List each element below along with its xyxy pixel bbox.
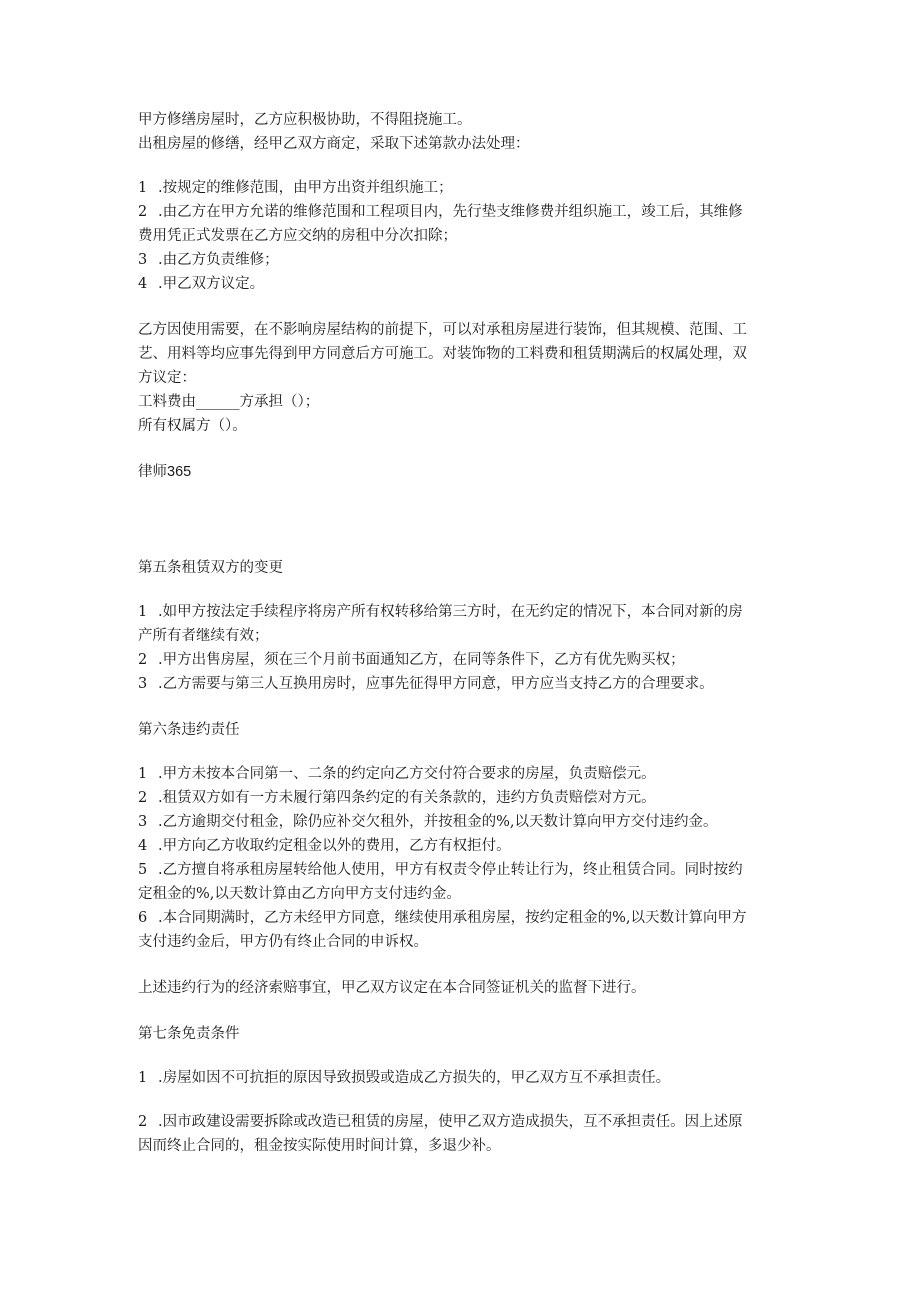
item-number: 3 [138, 252, 148, 268]
item-text: .甲方出售房屋，须在三个月前书面通知乙方，在同等条件下，乙方有优先购买权； [158, 652, 685, 668]
article-6-item-5-continued: 定租金的%,以天数计算由乙方向甲方支付违约金。 [138, 886, 461, 902]
article-7-title: 第七条免责条件 [138, 1026, 240, 1042]
article-7-item-1 [138, 1066, 788, 1090]
article-6-item-5 [138, 858, 788, 882]
article-6-item-1 [138, 762, 788, 786]
article-7-item-2 [138, 1110, 788, 1134]
item-number: 3 [138, 814, 148, 830]
item-text: .本合同期满时，乙方未经甲方同意，继续使用承租房屋，按约定租金的%,以天数计算向甲方 [158, 910, 747, 926]
item-text: .乙方需要与第三人互换用房时，应事先征得甲方同意，甲方应当支持乙方的合理要求。 [158, 676, 714, 692]
item-number: 2 [138, 652, 148, 668]
article-5-item-2 [138, 648, 788, 672]
item-text: .乙方擅自将承租房屋转给他人使用，甲方有权责令停止转让行为，终止租赁合同。同时按约 [158, 862, 743, 878]
item-number: 1 [138, 180, 148, 196]
item-number: 2 [138, 790, 148, 806]
item-text: .如甲方按法定手续程序将房产所有权转移给第三方时，在无约定的情况下，本合同对新的房 [158, 604, 743, 620]
decoration-ownership-line: 所有权属方（）。 [138, 418, 247, 434]
item-text: .由乙方负责维修； [158, 252, 279, 268]
decoration-cost-line: 工料费由______方承担（）； [138, 394, 320, 410]
item-text: .因市政建设需要拆除或改造已租赁的房屋，使甲乙双方造成损失，互不承担责任。因上述原 [158, 1114, 743, 1130]
item-text: .租赁双方如有一方未履行第四条约定的有关条款的，违约方负责赔偿对方元。 [158, 790, 656, 806]
item-text: .甲乙双方议定。 [158, 276, 265, 292]
item-text: .甲方未按本合同第一、二条的约定向乙方交付符合要求的房屋，负责赔偿元。 [158, 766, 656, 782]
article-5-item-1-continued: 产所有者继续有效； [138, 628, 269, 644]
repair-item-2-continued: 费用凭正式发票在乙方应交纳的房租中分次扣除； [138, 228, 457, 244]
item-text: .甲方向乙方收取约定租金以外的费用，乙方有权拒付。 [158, 838, 511, 854]
document-page [138, 108, 788, 1158]
item-text: .按规定的维修范围，由甲方出资并组织施工； [158, 180, 453, 196]
item-text: .由乙方在甲方允诺的维修范围和工程项目内，先行垫支维修费并组织施工，竣工后，其维修 [158, 204, 743, 220]
repair-item-4 [138, 272, 788, 296]
article-6-item-6 [138, 906, 788, 930]
decoration-line-3: 方议定： [138, 370, 196, 386]
item-number: 1 [138, 766, 148, 782]
article-6-title: 第六条违约责任 [138, 722, 240, 738]
item-text: .房屋如因不可抗拒的原因导致损毁或造成乙方损失的，甲乙双方互不承担责任。 [158, 1070, 671, 1086]
repair-item-2 [138, 200, 788, 224]
item-text: .乙方逾期交付租金，除仍应补交欠租外，并按租金的%,以天数计算向甲方交付违约金。 [158, 814, 718, 830]
item-number: 1 [138, 1070, 148, 1086]
repair-item-3 [138, 248, 788, 272]
article-6-item-3 [138, 810, 788, 834]
article-6-item-4 [138, 834, 788, 858]
decoration-line-1: 乙方因使用需要，在不影响房屋结构的前提下，可以对承租房屋进行装饰，但其规模、范围、工 [138, 322, 747, 338]
source-label: 律师365 [138, 464, 192, 480]
decoration-line-2: 艺、用料等均应事先得到甲方同意后方可施工。对装饰物的工料费和租赁期满后的权属处理，双 [138, 346, 747, 362]
item-number: 5 [138, 862, 148, 878]
article-5-title: 第五条租赁双方的变更 [138, 560, 283, 576]
article-5-item-3 [138, 672, 788, 696]
item-number: 6 [138, 910, 148, 926]
repair-paragraph-1: 甲方修缮房屋时，乙方应积极协助，不得阻挠施工。 [138, 112, 472, 128]
item-number: 4 [138, 276, 148, 292]
repair-item-1 [138, 176, 788, 200]
article-6-item-6-continued: 支付违约金后，甲方仍有终止合同的申诉权。 [138, 934, 428, 950]
article-6-item-2 [138, 786, 788, 810]
article-7-item-2-continued: 因而终止合同的，租金按实际使用时间计算，多退少补。 [138, 1138, 501, 1154]
item-number: 3 [138, 676, 148, 692]
article-6-summary: 上述违约行为的经济索赔事宜，甲乙双方议定在本合同签证机关的监督下进行。 [138, 980, 646, 996]
item-number: 4 [138, 838, 148, 854]
item-number: 2 [138, 204, 148, 220]
article-5-item-1 [138, 600, 788, 624]
repair-paragraph-2: 出租房屋的修缮，经甲乙双方商定，采取下述第款办法处理： [138, 136, 530, 152]
item-number: 1 [138, 604, 148, 620]
item-number: 2 [138, 1114, 148, 1130]
